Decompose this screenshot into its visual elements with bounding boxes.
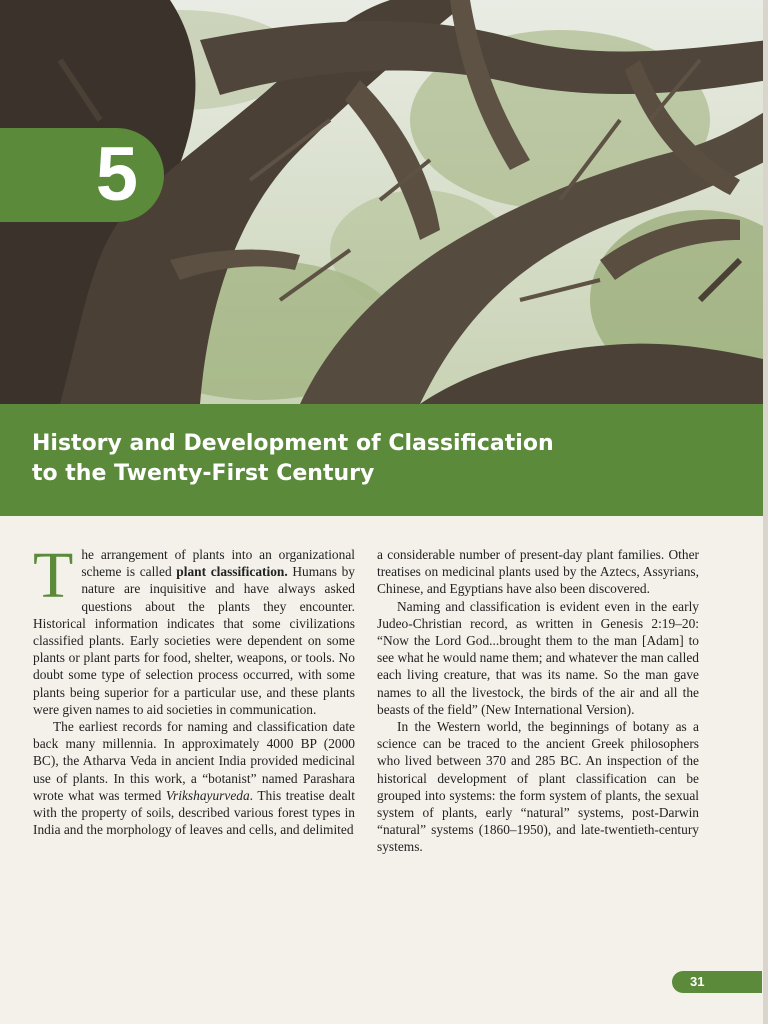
chapter-number-tab [0, 128, 164, 222]
intro-text-a: he arrangement of plants into an organizational scheme is called [81, 547, 355, 580]
chapter-title [32, 429, 554, 489]
chapter-title-line-2: to the Twenty-First Century [32, 461, 375, 486]
earliest-text-c: . This treatise dealt with the property of soils, described various forest types in India and the morphology of leaves and cells, and delimited [33, 787, 355, 838]
page-number: 31 [690, 974, 705, 989]
term-vrikshayurveda: Vrikshayurveda [165, 787, 250, 803]
title-band [0, 404, 763, 516]
earliest-text-a: The earliest records for naming and classification date back many millennia. In approximately 4000 BP (2000 BC), the Atharva Veda in ancient India provided medicinal use of plants. In this work, a “botanist” named Parashara wrote what was termed [33, 719, 355, 803]
intro-text-c: Humans by nature are inquisitive and have always asked questions about the plants they encounter. Historical information indicates that some civilizations classified plants. Early societies were dependent on some plants or plant parts for food, shelter, weapons, or tools. No doubt some type of selection process occurred, with some plants being superior for a particular use, and these plants were given names to aid societies in communication. [33, 564, 356, 717]
page-edge [763, 0, 768, 1024]
body-column-right [377, 546, 699, 856]
paragraph-intro [33, 539, 356, 718]
paragraph-genesis: Naming and classification is evident even in the early Judeo-Christian record, as written in Genesis 2:19–20: “Now the Lord God...brought them to the man [Adam] to see what he would name them; and whatever the man called each living creature, that was its name. So the man gave names to all the livestock, the birds of the air and all the beasts of the field” (New International Version). [377, 598, 699, 717]
body-column-left [33, 539, 356, 838]
page-number-tab [672, 971, 762, 993]
paragraph-earliest-records [33, 718, 355, 838]
chapter-title-line-1: History and Development of Classification [32, 431, 554, 456]
drop-cap: T [33, 539, 74, 612]
paragraph-continued: a considerable number of present-day plant families. Other treatises on medicinal plants used by the Aztecs, Assyrians, Chinese, and Egyptians have also been discovered. [377, 547, 699, 597]
chapter-number: 5 [95, 132, 138, 217]
term-plant-classification: plant classification. [176, 564, 288, 580]
paragraph-western-world: In the Western world, the beginnings of botany as a science can be traced to the ancient Greek philosophers who lived between 370 and 285 BC. An inspection of the historical development of plant classification can be grouped into systems: the form system of plants, the sexual system of plants, early “natural” systems, post-Darwin “natural” systems (1860–1950), and late-twentieth-century systems. [377, 719, 699, 855]
